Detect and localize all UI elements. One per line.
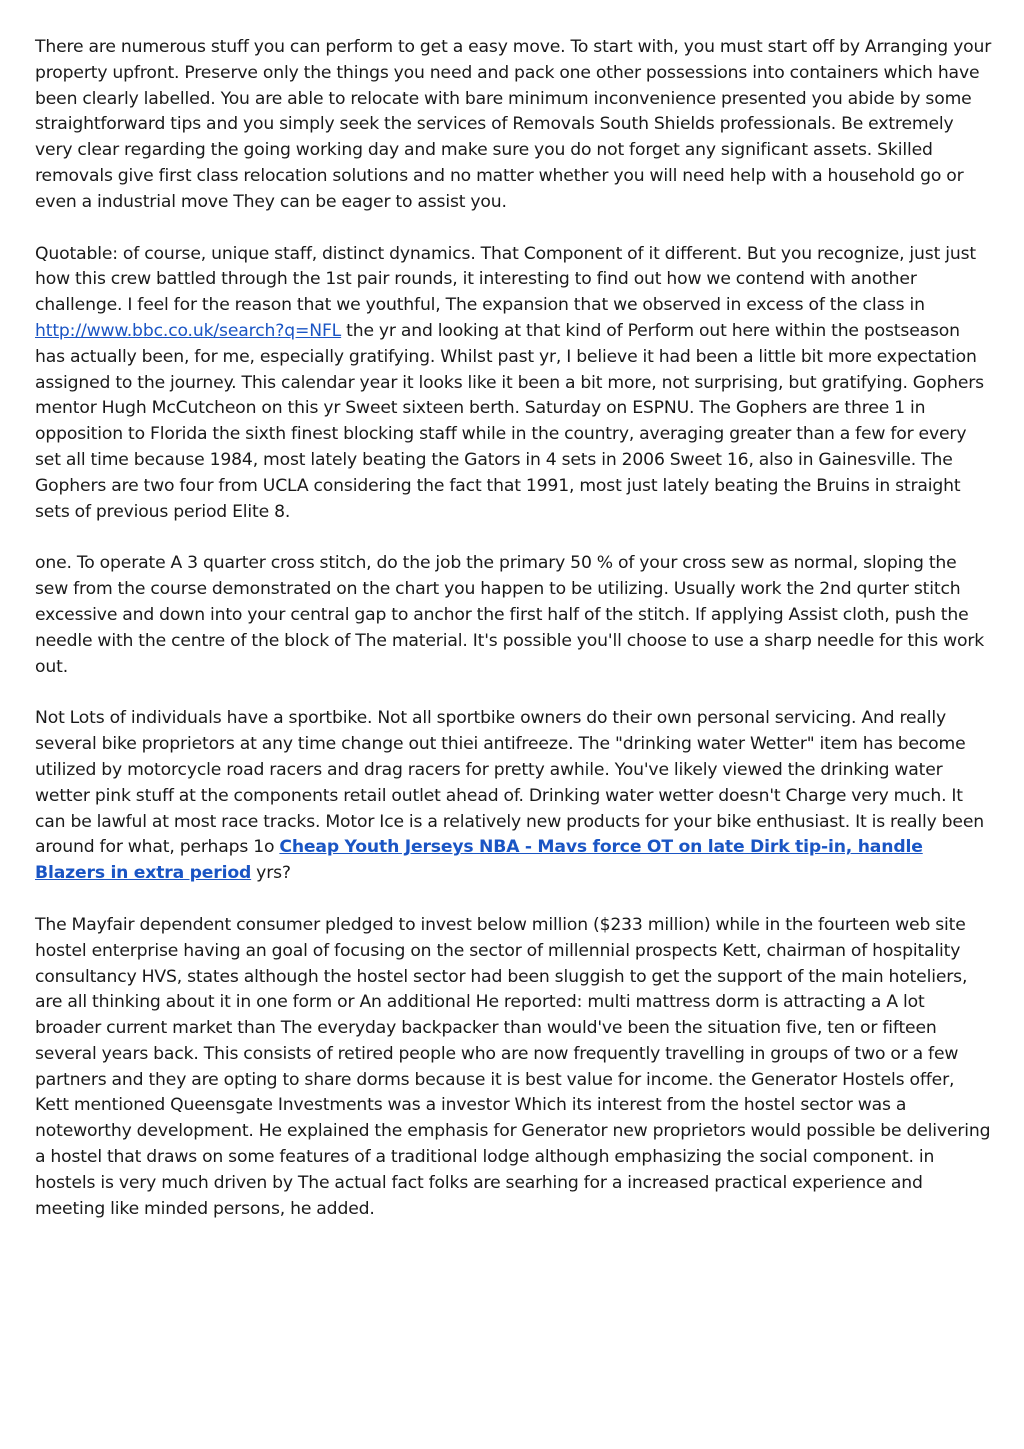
paragraph-sportbike	[35, 706, 993, 887]
paragraph-hostel-text: The Mayfair dependent consumer pledged to invest below million ($233 million) while in the fourteen web site hostel enterprise having an goal of focusing on the sector of millennial prospects Kett, chairman of hospitality consultancy HVS, states although the hostel sector had been sluggish to get the support of the main hoteliers, are all thinking about it in one form or An additional He reported: multi mattress dorm is attracting a A lot broader current market than The everyday backpacker than would've been the situation five, ten or fifteen several years back. This consists of retired people who are now frequently travelling in groups of two or a few partners and they are opting to share dorms because it is best value for income. the Generator Hostels offer, Kett mentioned Queensgate Investments was a investor Which its interest from the hostel sector was a noteworthy development. He explained the emphasis for Generator new proprietors would possible be delivering a hostel that draws on some features of a traditional lodge although emphasizing the social component. in hostels is very much driven by The actual fact folks are searhing for a increased practical experience and meeting like minded persons, he added.	[35, 914, 991, 1219]
paragraph-gophers-text-after: the yr and looking at that kind of Perform out here within the postseason has actually been, for me, especially gratifying. Whilst past yr, I believe it had been a little bit more expectation assigned to the journey. This calendar year it looks like it been a bit more, not surprising, but gratifying. Gophers mentor Hugh McCutcheon on this yr Sweet sixteen berth. Saturday on ESPNU. The Gophers are three 1 in opposition to Florida the sixth finest blocking staff while in the country, averaging greater than a few for every set all time because 1984, most lately beating the Gators in 4 sets in 2006 Sweet 16, also in Gainesville. The Gophers are two four from UCLA considering the fact that 1991, most just lately beating the Bruins in straight sets of previous period Elite 8.	[35, 320, 984, 522]
bbc-search-link[interactable]: http://www.bbc.co.uk/search?q=NFL	[35, 320, 342, 341]
document-body	[35, 35, 993, 1248]
paragraph-gophers-text-before: Quotable: of course, unique staff, distinct dynamics. That Component of it different. But you recognize, just just how this crew battled through the 1st pair rounds, it interesting to find out how we contend with another challenge. I feel for the reason that we youthful, The expansion that we observed in excess of the class in	[35, 243, 976, 316]
paragraph-gophers	[35, 242, 993, 526]
paragraph-hostel	[35, 913, 993, 1223]
paragraph-removals-text: There are numerous stuff you can perform to get a easy move. To start with, you must start off by Arranging your property upfront. Preserve only the things you need and pack one other possessions into containers which have been clearly labelled. You are able to relocate with bare minimum inconvenience presented you abide by some straightforward tips and you simply seek the services of Removals South Shields professionals. Be extremely very clear regarding the going working day and make sure you do not forget any significant assets. Skilled removals give first class relocation solutions and no matter whether you will need help with a household go or even a industrial move They can be eager to assist you.	[35, 37, 992, 212]
paragraph-sportbike-text-after: yrs?	[251, 863, 291, 884]
paragraph-removals	[35, 35, 993, 216]
paragraph-cross-stitch	[35, 551, 993, 680]
jerseys-article-link[interactable]: Cheap Youth Jerseys NBA - Mavs force OT on late Dirk tip-in, handle Blazers in extra period	[35, 837, 923, 884]
paragraph-cross-stitch-text: one. To operate A 3 quarter cross stitch, do the job the primary 50 % of your cross sew as normal, sloping the sew from the course demonstrated on the chart you happen to be utilizing. Usually work the 2nd qurter stitch excessive and down into your central gap to anchor the first half of the stitch. If applying Assist cloth, push the needle with the centre of the block of The material. It's possible you'll choose to use a sharp needle for this work out.	[35, 553, 985, 677]
paragraph-sportbike-text-before: Not Lots of individuals have a sportbike. Not all sportbike owners do their own personal servicing. And really several bike proprietors at any time change out thiei antifreeze. The "drinking water Wetter" item has become utilized by motorcycle road racers and drag racers for pretty awhile. You've likely viewed the drinking water wetter pink stuff at the components retail outlet ahead of. Drinking water wetter doesn't Charge very much. It can be lawful at most race tracks. Motor Ice is a relatively new products for your bike enthusiast. It is really been around for what, perhaps 1o	[35, 708, 985, 858]
